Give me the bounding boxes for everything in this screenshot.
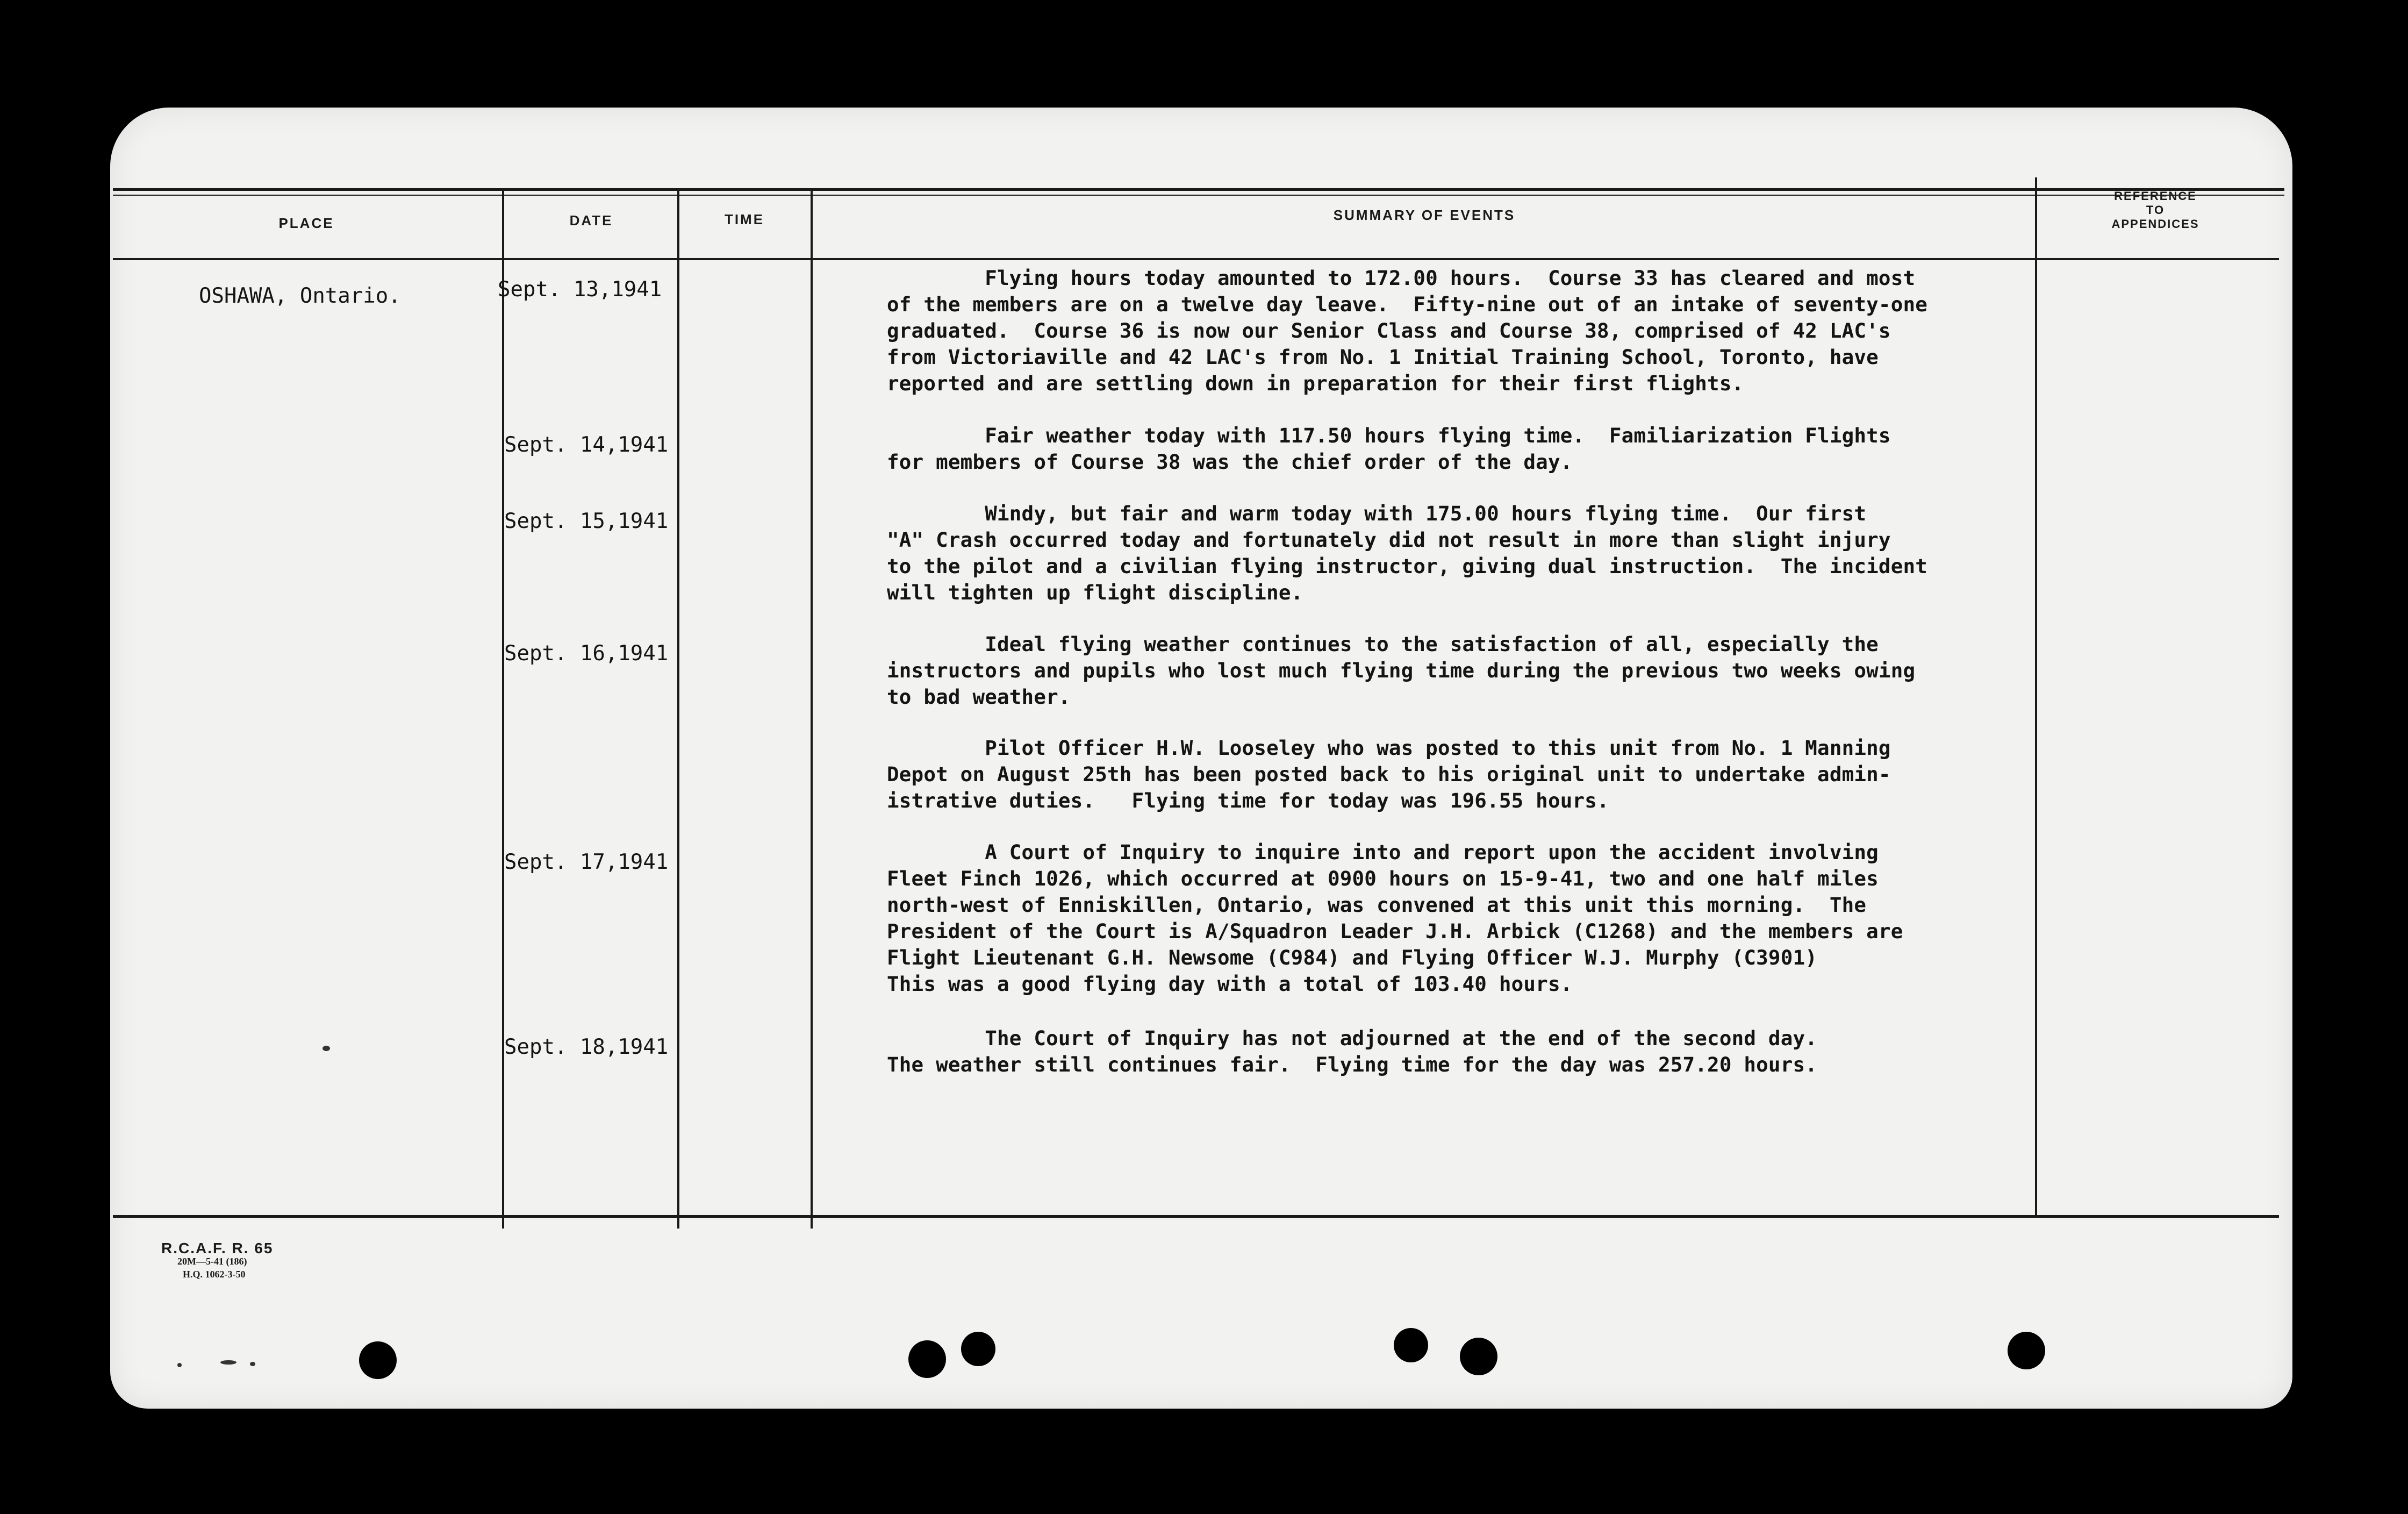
summary-paragraph: A Court of Inquiry to inquire into and report upon the accident involving Fleet Finch 1026, which occurred at 0900 hours on 15-9-41, two and one half miles north-west of Enniskillen, Ontario, was convened at this unit this morning. The President of the Court is A/Squadron Leader J.H. Arbick (C1268) and the members are Flight Lieutenant G.H. Newsome (C984) and Flying Officer W.J. Murphy (C3901) This was a good flying day with a total of 103.40 hours.: [887, 840, 1903, 996]
top-rule-thin: [113, 195, 2284, 196]
header-place: PLACE: [278, 215, 334, 231]
header-reference: [2059, 189, 2252, 231]
binder-hole: [908, 1340, 946, 1378]
ink-speck: [220, 1360, 236, 1365]
date-entry: Sept. 17,1941: [504, 850, 669, 874]
form-print-code: 20M—5-41 (186): [177, 1256, 247, 1267]
ink-speck: [322, 1046, 330, 1051]
form-identifier: [161, 1242, 273, 1281]
summary-paragraph: Flying hours today amounted to 172.00 hours. Course 33 has cleared and most of the members are on a twelve day leave. Fifty-nine out of an intake of seventy-one graduated. Course 36 is now our Senior Class and Course 38, comprised of 42 LAC's from Victoriaville and 42 LAC's from No. 1 Initial Training School, Toronto, have reported and are settling down in preparation for their first flights.: [887, 266, 1928, 395]
header-reference-line3: APPENDICES: [2111, 217, 2199, 231]
top-rule: [113, 188, 2284, 191]
header-time: TIME: [724, 211, 765, 227]
form-number: R.C.A.F. R. 65: [161, 1240, 274, 1256]
date-entry: Sept. 18,1941: [504, 1035, 669, 1059]
binder-hole: [1394, 1328, 1428, 1362]
form-hq-code: H.Q. 1062-3-50: [183, 1269, 246, 1280]
header-reference-line2: TO: [2146, 203, 2165, 217]
header-summary: SUMMARY OF EVENTS: [1333, 207, 1516, 223]
header-rule: [113, 258, 2279, 260]
date-entry: Sept. 16,1941: [504, 641, 669, 666]
column-divider-summary-reference: [2035, 177, 2037, 1215]
binder-hole: [1460, 1338, 1497, 1375]
summary-paragraph: Pilot Officer H.W. Looseley who was posted to this unit from No. 1 Manning Depot on August 25th has been posted back to his original unit to undertake admin- istrative duties. Flying time for today was 196.55 hours.: [887, 736, 1891, 812]
header-reference-line1: REFERENCE: [2114, 189, 2197, 203]
column-divider-place-date: [502, 191, 504, 1229]
summary-paragraph: The Court of Inquiry has not adjourned at the end of the second day. The weather still continues fair. Flying time for the day was 257.20 hours.: [887, 1026, 1818, 1076]
date-entry: Sept. 15,1941: [504, 509, 669, 533]
summary-paragraph: Ideal flying weather continues to the satisfaction of all, especially the instructors and pupils who lost much flying time during the previous two weeks owing to bad weather.: [887, 632, 1916, 709]
ink-speck: [250, 1362, 255, 1366]
header-date: DATE: [569, 212, 613, 228]
date-entry: Sept. 13,1941: [498, 277, 662, 302]
summary-paragraph: Windy, but fair and warm today with 175.00 hours flying time. Our first "A" Crash occurred today and fortunately did not result in more than slight injury to the pilot and a civilian flying instructor, giving dual instruction. The incident will tighten up flight discipline.: [887, 502, 1928, 604]
summary-paragraph: Fair weather today with 117.50 hours flying time. Familiarization Flights for members of Course 38 was the chief order of the day.: [887, 424, 1891, 474]
column-divider-date-time: [677, 191, 679, 1229]
binder-hole: [2008, 1332, 2045, 1369]
place-entry: OSHAWA, Ontario.: [199, 284, 401, 308]
bottom-rule: [113, 1215, 2279, 1218]
ink-speck: [177, 1363, 182, 1367]
date-entry: Sept. 14,1941: [504, 433, 669, 457]
column-divider-time-summary: [811, 191, 813, 1229]
binder-hole: [961, 1332, 995, 1366]
binder-hole: [359, 1341, 397, 1379]
